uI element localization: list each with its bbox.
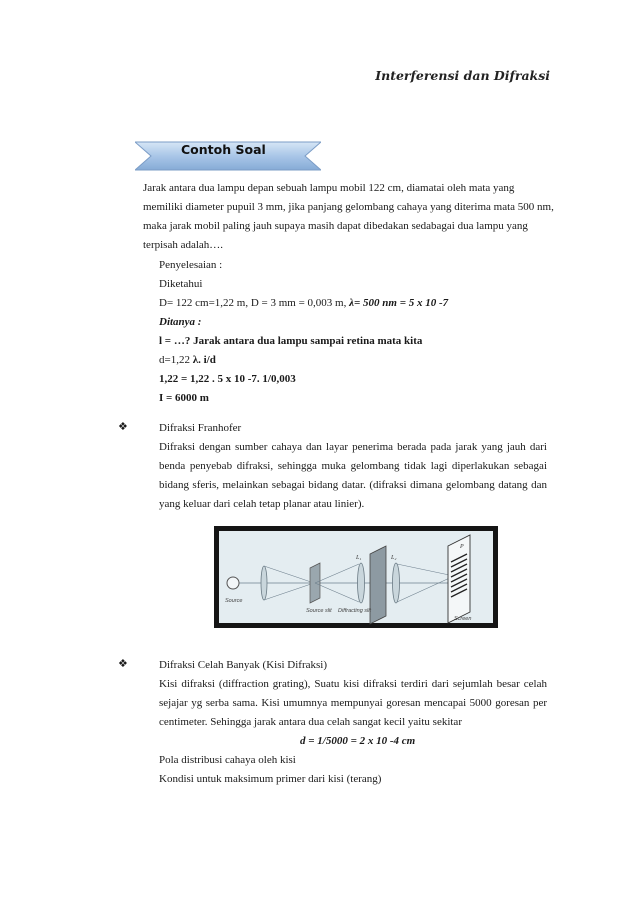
section2-line-2: sejajar yg serba sama. Kisi umumnya mempunyai goresan mencapai 5000 goresan per — [159, 697, 547, 709]
question-line: l = …? Jarak antara dua lampu sampai retina mata kita — [159, 335, 423, 347]
banner-label: Contoh Soal — [181, 142, 266, 157]
section2-title: Difraksi Celah Banyak (Kisi Difraksi) — [159, 659, 328, 671]
screen-label: Screen — [454, 616, 472, 622]
section1-line-4: yang keluar dari celah tetap planar atau linier). — [159, 498, 365, 510]
result-line: I = 6000 m — [159, 392, 209, 404]
given-plain: D= 122 cm=1,22 m, D = 3 mm = 0,003 m, — [159, 297, 350, 309]
diamond-bullet-icon: ❖ — [118, 657, 128, 670]
problem-line-1: Jarak antara dua lampu depan sebuah lampu mobil 122 cm, diamatai oleh mata yang — [143, 182, 515, 194]
problem-line-3: maka jarak mobil paling jauh supaya masih dapat dibedakan sedabagai dua lampu yang — [143, 220, 528, 232]
kondisi-line: Kondisi untuk maksimum primer dari kisi (terang) — [159, 773, 382, 785]
section1-title: Difraksi Franhofer — [159, 422, 242, 434]
section2-line-1: Kisi difraksi (diffraction grating), Suatu kisi difraksi terdiri dari sejumlah besar celah — [159, 678, 547, 690]
formula-plain: d=1,22 — [159, 354, 193, 366]
p-label: P — [460, 544, 464, 550]
problem-line-4: terpisah adalah…. — [143, 239, 224, 251]
formula-bold: λ. i/d — [192, 354, 216, 366]
section2-line-3: centimeter. Sehingga jarak antara dua celah sangat kecil yaitu sekitar — [159, 716, 462, 728]
section1-line-2: benda penyebab difraksi, sehingga muka gelombang tidak lagi diperlakukan sebagai — [159, 460, 547, 472]
penyelesaian-label: Penyelesaian : — [159, 259, 223, 271]
section1-line-1: Difraksi dengan sumber cahaya dan layar penerima berada pada jarak yang jauh dari — [159, 441, 547, 453]
diffracting-slit-label: Diffracting slit — [338, 608, 372, 614]
fraunhofer-diagram-svg — [214, 526, 498, 628]
page-header-title: Interferensi dan Difraksi — [375, 68, 550, 83]
formula-line — [159, 353, 216, 367]
l2-label: L₂ — [391, 555, 397, 561]
calculation-line: 1,22 = 1,22 . 5 x 10 -7. 1/0,003 — [159, 373, 296, 385]
given-values — [159, 296, 448, 310]
pola-line: Pola distribusi cahaya oleh kisi — [159, 754, 296, 766]
fraunhofer-diagram — [214, 526, 498, 628]
grating-equation: d = 1/5000 = 2 x 10 -4 cm — [300, 735, 416, 747]
ditanya-label: Ditanya : — [159, 316, 202, 328]
diketahui-label: Diketahui — [159, 278, 203, 290]
source-label: Source — [225, 598, 243, 604]
problem-line-2: memiliki diameter pupuil 3 mm, jika panjang gelombang cahaya yang diterima mata 500 nm, — [143, 201, 554, 213]
lens-1-icon — [261, 566, 267, 600]
section-banner — [135, 138, 321, 172]
source-icon — [227, 577, 239, 589]
source-slit-label: Source slit — [306, 608, 332, 614]
diffracting-slit-plate — [370, 546, 386, 624]
section1-line-3: bidang sferis, melainkan sebagai bidang datar. (difraksi dimana gelombang datang dan — [159, 479, 547, 491]
lens-l1-icon — [358, 563, 365, 603]
l1-label: L₁ — [356, 555, 362, 561]
given-lambda: λ= 500 nm = 5 x 10 -7 — [349, 297, 449, 309]
lens-l2-icon — [393, 563, 400, 603]
diamond-bullet-icon: ❖ — [118, 420, 128, 433]
